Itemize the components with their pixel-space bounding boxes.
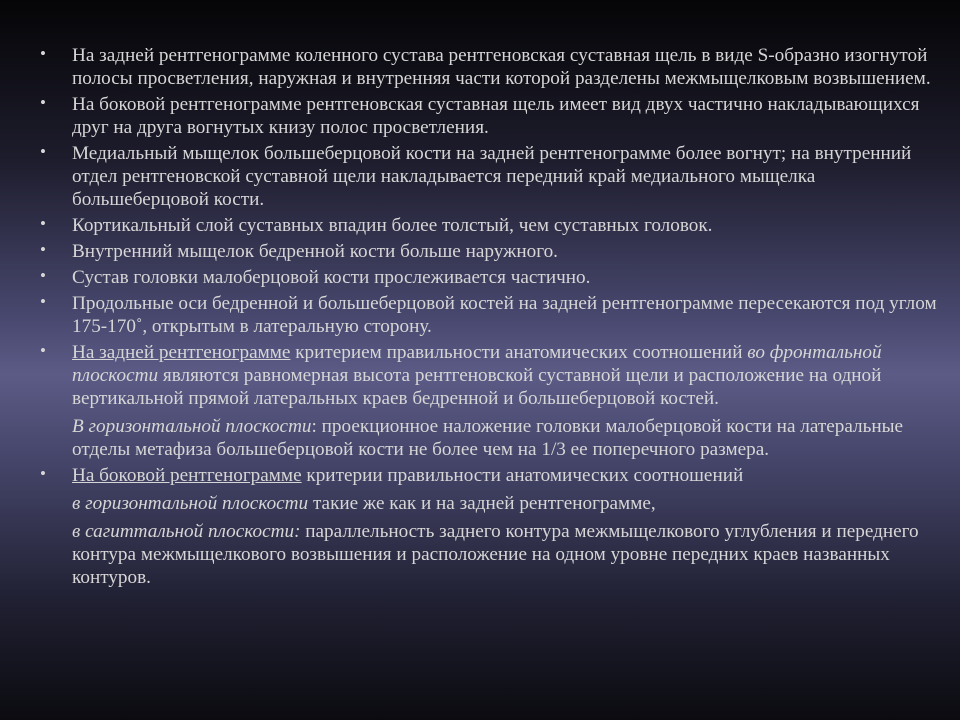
bullet-paragraph xyxy=(72,142,940,211)
italic-text: в сагиттальной плоскости: xyxy=(72,521,301,542)
text-run: Внутренний мыщелок бедренной кости больше наружного. xyxy=(72,241,558,262)
bullet-dot-icon: • xyxy=(40,292,46,311)
bullet-paragraph xyxy=(72,341,940,410)
bullet-item xyxy=(40,292,940,338)
bullet-item xyxy=(40,214,940,237)
bullet-item xyxy=(40,240,940,263)
bullet-paragraph xyxy=(72,415,940,461)
underlined-text: На задней рентгенограмме xyxy=(72,342,291,363)
text-run: такие же как и на задней рентгенограмме, xyxy=(308,493,656,514)
bullet-dot-icon: • xyxy=(40,341,46,360)
text-run: На задней рентгенограмме коленного сустава рентгеновская суставная щель в виде S-образно изогнутой полосы просветления, наружная и внутренняя части которой разделены межмыщелковым возвышением. xyxy=(72,45,931,89)
text-run: критерием правильности анатомических соотношений xyxy=(290,342,748,363)
underlined-text: На боковой рентгенограмме xyxy=(72,465,302,486)
bullet-dot-icon: • xyxy=(40,142,46,161)
bullet-paragraph xyxy=(72,266,940,289)
bullet-item xyxy=(40,44,940,90)
text-run: критерии правильности анатомических соотношений xyxy=(301,465,744,486)
bullet-list xyxy=(40,44,940,592)
text-run: являются равномерная высота рентгеновской суставной щели и расположение на одной вертикальной прямой латеральных краев бедренной и большеберцовой костей. xyxy=(72,365,882,409)
text-run: Продольные оси бедренной и большеберцовой костей на задней рентгенограмме пересекаются под углом 175-170˚, открытым в латеральную сторону. xyxy=(72,293,937,337)
italic-text: в горизонтальной плоскости xyxy=(72,493,309,514)
text-run: Медиальный мыщелок большеберцовой кости на задней рентгенограмме более вогнут; на внутренний отдел рентгеновской суставной щели накладывается передний край медиального мыщелка большеберцовой кости. xyxy=(72,143,912,210)
bullet-item xyxy=(40,142,940,211)
bullet-dot-icon: • xyxy=(40,44,46,63)
bullet-item xyxy=(40,266,940,289)
text-run: Кортикальный слой суставных впадин более толстый, чем суставных головок. xyxy=(72,215,713,236)
bullet-paragraph xyxy=(72,44,940,90)
italic-text: во фронтальной плоскости xyxy=(72,342,882,386)
bullet-paragraph xyxy=(72,214,940,237)
text-run: : проекционное наложение головки малоберцовой кости на латеральные отделы метафиза большеберцовой кости не более чем на 1/3 ее поперечного размера. xyxy=(72,416,904,460)
bullet-paragraph xyxy=(72,464,940,487)
text-run: Сустав головки малоберцовой кости прослеживается частично. xyxy=(72,267,591,288)
italic-text: В горизонтальной плоскости xyxy=(72,416,312,437)
bullet-dot-icon: • xyxy=(40,240,46,259)
bullet-dot-icon: • xyxy=(40,464,46,483)
bullet-item xyxy=(40,93,940,139)
text-run: параллельность заднего контура межмыщелкового углубления и переднего контура межмыщелкового возвышения и расположение на одном уровне передних краев названных контуров. xyxy=(72,521,919,588)
bullet-item xyxy=(40,464,940,589)
bullet-paragraph xyxy=(72,492,940,515)
bullet-dot-icon: • xyxy=(40,266,46,285)
bullet-paragraph xyxy=(72,520,940,589)
bullet-paragraph xyxy=(72,93,940,139)
text-run: На боковой рентгенограмме рентгеновская суставная щель имеет вид двух частично накладывающихся друг на друга вогнутых книзу полос просветления. xyxy=(72,94,920,138)
bullet-item xyxy=(40,341,940,461)
bullet-dot-icon: • xyxy=(40,214,46,233)
bullet-dot-icon: • xyxy=(40,93,46,112)
bullet-paragraph xyxy=(72,292,940,338)
bullet-paragraph xyxy=(72,240,940,263)
